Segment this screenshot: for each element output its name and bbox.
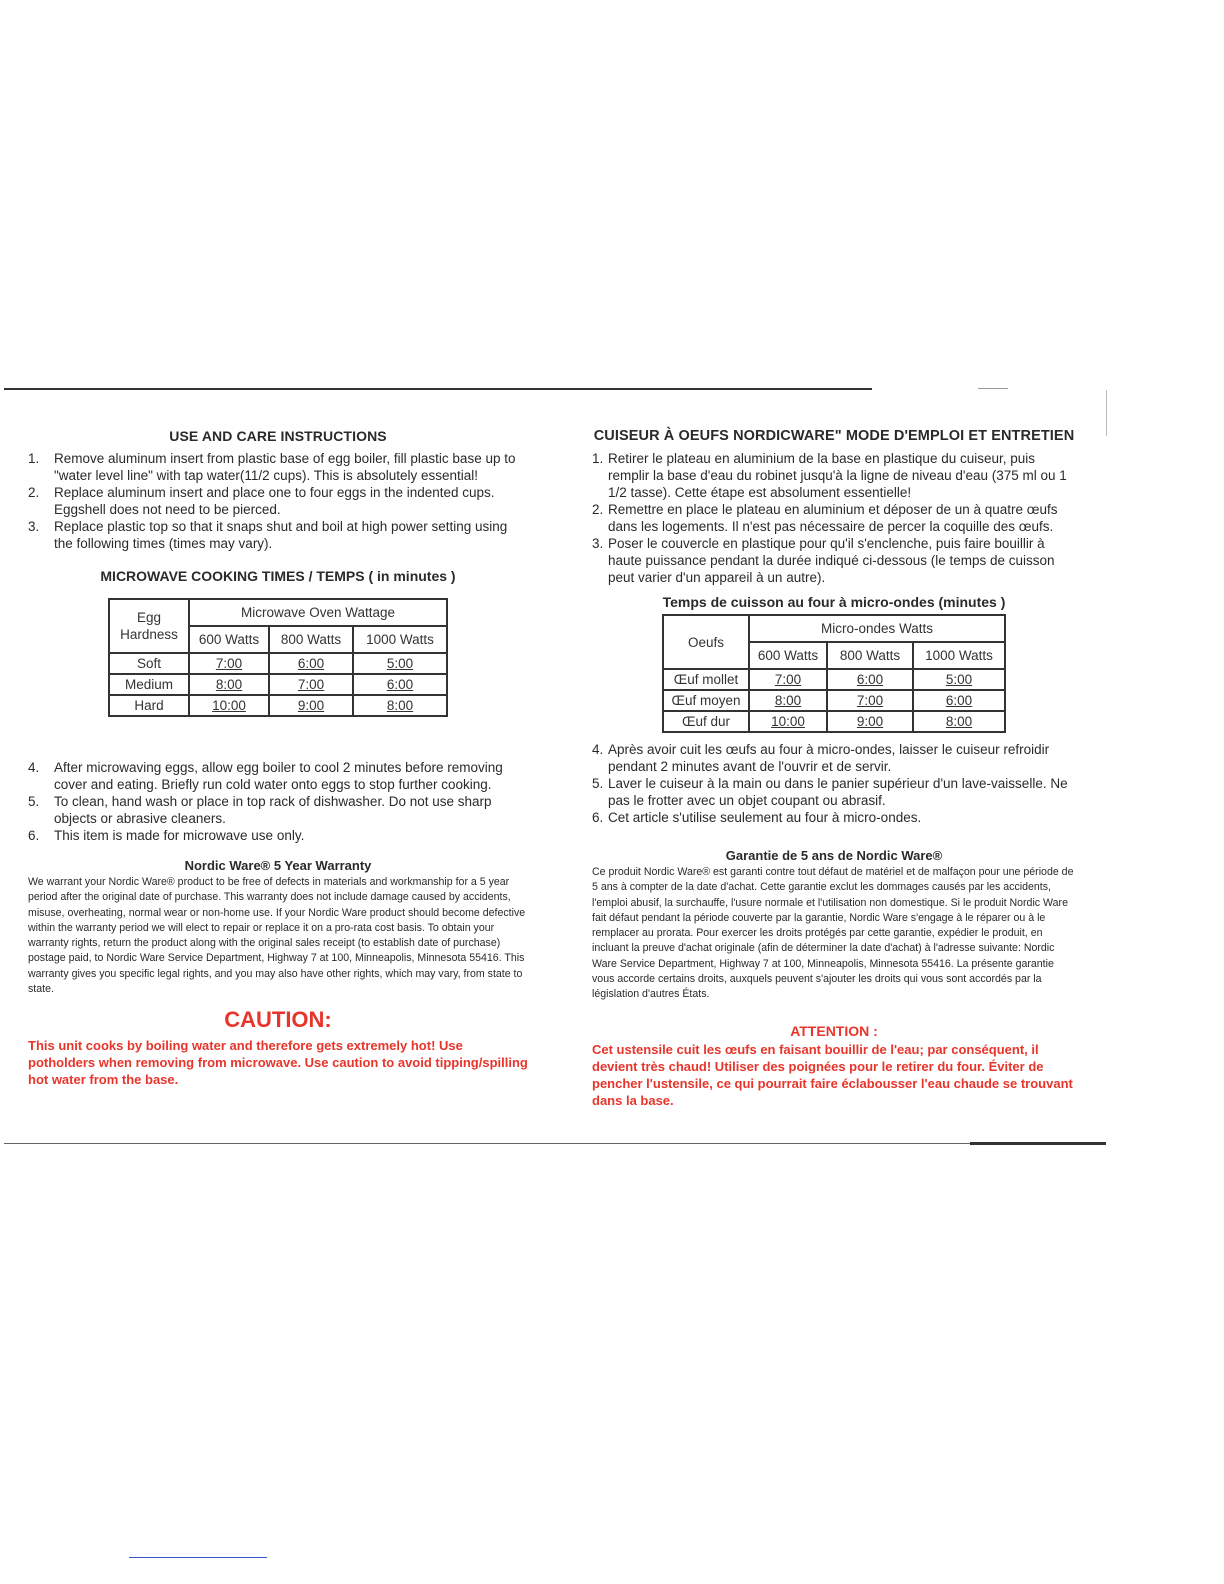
row-label: Soft bbox=[109, 653, 189, 674]
step-text: Remettre en place le plateau en aluminium et déposer de un à quatre œufs dans les logements. Il n'est pas nécessaire de percer la coquille des œufs. bbox=[608, 502, 1058, 534]
instruction-step bbox=[592, 450, 1076, 501]
time-cell: 10:00 bbox=[749, 711, 827, 732]
row-label: Œuf mollet bbox=[663, 669, 749, 690]
step-number: 2. bbox=[592, 502, 604, 517]
instruction-list-continued bbox=[28, 759, 528, 844]
time-cell: 7:00 bbox=[827, 690, 913, 711]
instruction-step bbox=[28, 827, 528, 844]
time-cell: 5:00 bbox=[353, 653, 447, 674]
bottom-rule-right-thick bbox=[970, 1142, 1106, 1145]
step-number: 1. bbox=[28, 451, 40, 466]
wattage-column-header: 1000 Watts bbox=[913, 642, 1005, 669]
row-label: Medium bbox=[109, 674, 189, 695]
warranty-title: Nordic Ware® 5 Year Warranty bbox=[184, 858, 372, 873]
instruction-step bbox=[28, 484, 528, 518]
instruction-step bbox=[28, 793, 528, 827]
time-cell: 7:00 bbox=[189, 653, 269, 674]
time-cell: 8:00 bbox=[913, 711, 1005, 732]
table-row bbox=[663, 711, 1005, 732]
instruction-step bbox=[592, 741, 1076, 775]
step-number: 5. bbox=[592, 776, 604, 791]
step-number: 1. bbox=[592, 451, 604, 466]
table-row bbox=[663, 690, 1005, 711]
time-cell: 5:00 bbox=[913, 669, 1005, 690]
step-text: Replace aluminum insert and place one to four eggs in the indented cups. Eggshell does not need to be pierced. bbox=[54, 485, 495, 517]
egg-hardness-header: Oeufs bbox=[663, 615, 749, 669]
step-text: Remove aluminum insert from plastic base of egg boiler, fill plastic base up to "water level line" with tap water(11/2 cups). This is absolutely essential! bbox=[54, 451, 516, 483]
instruction-list bbox=[28, 450, 528, 552]
table-row bbox=[109, 653, 447, 674]
wattage-group-header: Microwave Oven Wattage bbox=[189, 599, 447, 626]
row-label: Œuf moyen bbox=[663, 690, 749, 711]
time-cell: 6:00 bbox=[353, 674, 447, 695]
wattage-column-header: 600 Watts bbox=[749, 642, 827, 669]
top-rule-right bbox=[978, 388, 1008, 389]
wattage-group-header: Micro-ondes Watts bbox=[749, 615, 1005, 642]
instruction-step bbox=[28, 450, 528, 484]
cooking-times-table bbox=[108, 598, 448, 717]
time-cell: 7:00 bbox=[269, 674, 353, 695]
step-text: To clean, hand wash or place in top rack of dishwasher. Do not use sharp objects or abrasive cleaners. bbox=[54, 794, 492, 826]
warranty-text: We warrant your Nordic Ware® product to be free of defects in materials and workmanship for a 5 year period after the original date of purchase. This warranty does not include damage caused by accidents, misuse, overheating, normal wear or non-home use. If your Nordic Ware product should become defective within the warranty period we will elect to repair or replace it on a pro-rata cost basis. To obtain your warranty rights, return the product along with the original sales receipt (to establish date of purchase) postage paid, to Nordic Ware Service Department, Highway 7 at 100, Minneapolis, Minnesota 55416. This warranty gives you specific legal rights, and you may also have other rights, which may vary, from state to state. bbox=[28, 876, 526, 996]
time-cell: 9:00 bbox=[827, 711, 913, 732]
cooking-times-table-wrap bbox=[28, 598, 528, 717]
bottom-rule bbox=[4, 1143, 1106, 1144]
page-title: USE AND CARE INSTRUCTIONS bbox=[169, 428, 387, 444]
step-text: Cet article s'utilise seulement au four à micro-ondes. bbox=[608, 810, 922, 825]
instruction-step bbox=[592, 809, 1076, 826]
row-label: Hard bbox=[109, 695, 189, 716]
english-column bbox=[28, 428, 528, 1088]
step-number: 3. bbox=[592, 536, 604, 551]
table-title: MICROWAVE COOKING TIMES / TEMPS ( in minutes ) bbox=[100, 568, 456, 584]
step-number: 6. bbox=[28, 828, 40, 843]
footer-link-line bbox=[129, 1557, 267, 1558]
instruction-list-continued-fr bbox=[592, 741, 1076, 826]
step-text: Après avoir cuit les œufs au four à micro-ondes, laisser le cuiseur refroidir pendant 2 minutes avant de l'ouvrir et de servir. bbox=[608, 742, 1050, 774]
instruction-list-fr bbox=[592, 450, 1076, 586]
time-cell: 6:00 bbox=[827, 669, 913, 690]
step-number: 4. bbox=[28, 760, 40, 775]
wattage-column-header: 600 Watts bbox=[189, 626, 269, 653]
caution-title-fr: ATTENTION : bbox=[790, 1022, 878, 1039]
time-cell: 9:00 bbox=[269, 695, 353, 716]
step-number: 6. bbox=[592, 810, 604, 825]
wattage-column-header: 1000 Watts bbox=[353, 626, 447, 653]
step-text: Laver le cuiseur à la main ou dans le panier supérieur d'un lave-vaisselle. Ne pas le frotter avec un objet coupant ou abrasif. bbox=[608, 776, 1068, 808]
step-text: Retirer le plateau en aluminium de la base en plastique du cuiseur, puis remplir la base d'eau du robinet jusqu'à la ligne de niveau d'eau (375 ml ou 1 1/2 tasse). Cette étape est absolument essentielle! bbox=[608, 451, 1067, 500]
warranty-text-fr: Ce produit Nordic Ware® est garanti contre tout défaut de matériel et de malfaçon pour une période de 5 ans à compter de la date d'achat. Cette garantie exclut les dommages causés par les accidents, l'emploi abusif, la surchauffe, l'usure normale et l'utilisation non domestique. Si le produit Nordic Ware fait défaut pendant la période couverte par la garantie, Nordic Ware s'engage à le réparer ou à le remplacer au prorata. Pour exercer les droits protégés par cette garantie, expédier le produit, en incluant la preuve d'achat originale (afin de déterminer la date d'achat) à l'adresse suivante: Nordic Ware Service Department, Highway 7 at 100, Minneapolis, Minnesota 55416. La présente garantie vous accorde certains droits, auxquels peuvent s'ajouter les droits qui vous sont accordés par la législation d'autres États. bbox=[592, 866, 1074, 1001]
time-cell: 8:00 bbox=[353, 695, 447, 716]
instruction-step bbox=[28, 759, 528, 793]
step-text: Replace plastic top so that it snaps shut and boil at high power setting using the following times (times may vary). bbox=[54, 519, 508, 551]
wattage-column-header: 800 Watts bbox=[269, 626, 353, 653]
step-number: 5. bbox=[28, 794, 40, 809]
time-cell: 7:00 bbox=[749, 669, 827, 690]
step-text: This item is made for microwave use only. bbox=[54, 828, 305, 843]
caution-title: CAUTION: bbox=[224, 1007, 332, 1033]
step-text: Poser le couvercle en plastique pour qu'il s'enclenche, puis faire bouillir à haute puissance pendant la durée indiqué ci-dessous (le temps de cuisson peut varier d'un appareil à un autre). bbox=[608, 536, 1055, 585]
table-title-fr: Temps de cuisson au four à micro-ondes (minutes ) bbox=[662, 594, 1006, 610]
wattage-column-header: 800 Watts bbox=[827, 642, 913, 669]
caution-text: This unit cooks by boiling water and therefore gets extremely hot! Use potholders when removing from microwave. Use caution to avoid tipping/spilling hot water from the base. bbox=[28, 1038, 528, 1088]
step-number: 3. bbox=[28, 519, 40, 534]
time-cell: 6:00 bbox=[913, 690, 1005, 711]
right-edge-line bbox=[1106, 390, 1107, 436]
instruction-step bbox=[28, 518, 528, 552]
page-title-fr: CUISEUR À OEUFS NORDICWARE" MODE D'EMPLOI ET ENTRETIEN bbox=[593, 428, 1075, 444]
table-row bbox=[663, 669, 1005, 690]
table-row bbox=[109, 674, 447, 695]
time-cell: 8:00 bbox=[189, 674, 269, 695]
time-cell: 8:00 bbox=[749, 690, 827, 711]
instruction-step bbox=[592, 501, 1076, 535]
table-row bbox=[109, 695, 447, 716]
cooking-times-table-wrap-fr bbox=[592, 614, 1076, 733]
step-text: After microwaving eggs, allow egg boiler to cool 2 minutes before removing cover and eating. Briefly run cold water onto eggs to stop further cooking. bbox=[54, 760, 503, 792]
time-cell: 6:00 bbox=[269, 653, 353, 674]
instruction-step bbox=[592, 535, 1076, 586]
step-number: 2. bbox=[28, 485, 40, 500]
caution-text-fr: Cet ustensile cuit les œufs en faisant bouillir de l'eau; par conséquent, il devient très chaud! Utiliser des poignées pour le retirer du four. Éviter de pencher l'ustensile, ce qui pourrait faire éclabousser l'eau chaude se trouvant dans la base. bbox=[592, 1041, 1073, 1108]
french-column bbox=[592, 428, 1076, 1109]
row-label: Œuf dur bbox=[663, 711, 749, 732]
top-rule bbox=[4, 388, 872, 390]
warranty-title-fr: Garantie de 5 ans de Nordic Ware® bbox=[725, 848, 943, 863]
time-cell: 10:00 bbox=[189, 695, 269, 716]
cooking-times-table bbox=[662, 614, 1006, 733]
instruction-step bbox=[592, 775, 1076, 809]
step-number: 4. bbox=[592, 742, 604, 757]
egg-hardness-header: Egg Hardness bbox=[109, 599, 189, 653]
